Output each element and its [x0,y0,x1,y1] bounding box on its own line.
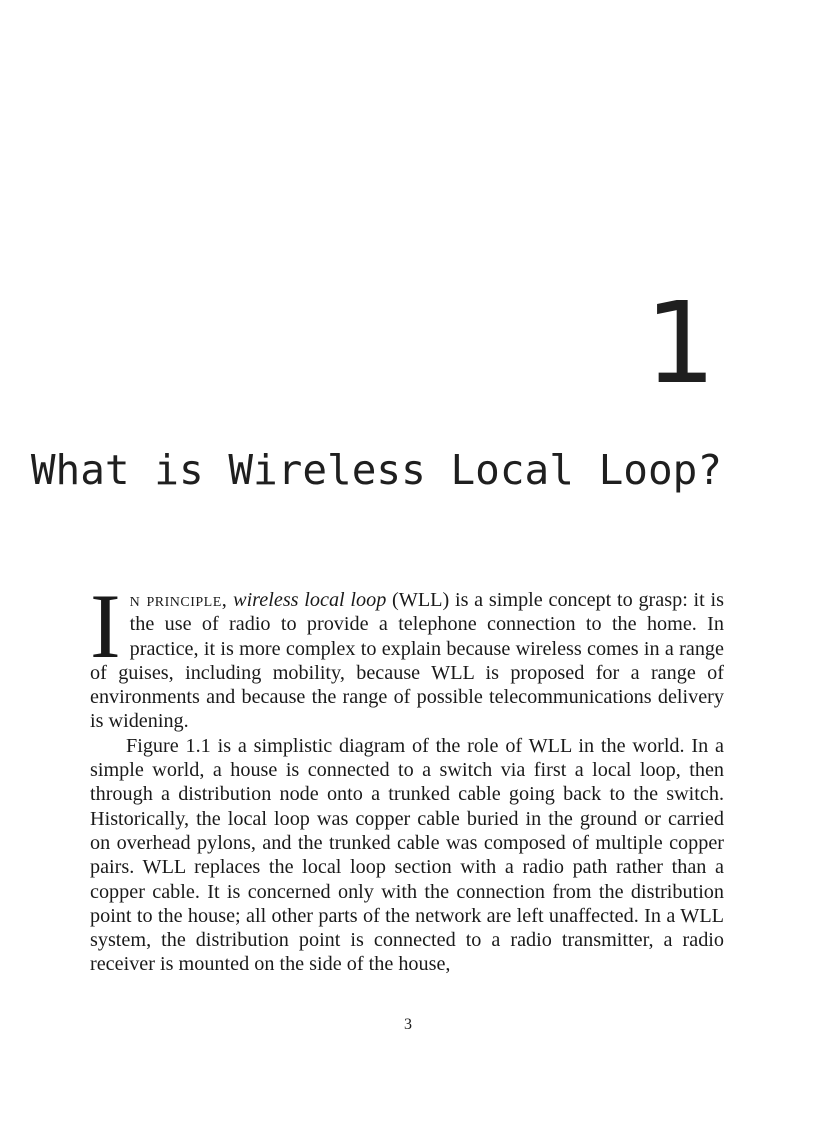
chapter-title: What is Wireless Local Loop? [30,446,722,494]
paragraph-1-text: (WLL) is a simple concept to grasp: it is the use of radio to provide a telephone connection to the home. In practice, it is more complex to explain because wireless comes in a range of guises, including mobility, because WLL is proposed for a range of environments and because the range of possible telecommunications delivery is widening. [90,589,724,733]
page-number: 3 [404,1016,412,1033]
drop-cap: I [90,575,121,677]
paragraph-1 [90,575,724,734]
term-wireless-local-loop: wireless local loop [233,589,387,611]
lead-in-smallcaps: n principle, [129,589,228,611]
body-text [90,575,724,977]
chapter-number: 1 [644,279,716,409]
paragraph-2: Figure 1.1 is a simplistic diagram of the role of WLL in the world. In a simple world, a house is connected to a switch via first a local loop, then through a distribution node onto a trunked cable going back to the switch. Historically, the local loop was copper cable buried in the ground or carried on overhead pylons, and the trunked cable was composed of multiple copper pairs. WLL replaces the local loop section with a radio path rather than a copper cable. It is concerned only with the connection from the distribution point to the house; all other parts of the network are left unaffected. In a WLL system, the distribution point is connected to a radio transmitter, a radio receiver is mounted on the side of the house, [90,734,724,976]
